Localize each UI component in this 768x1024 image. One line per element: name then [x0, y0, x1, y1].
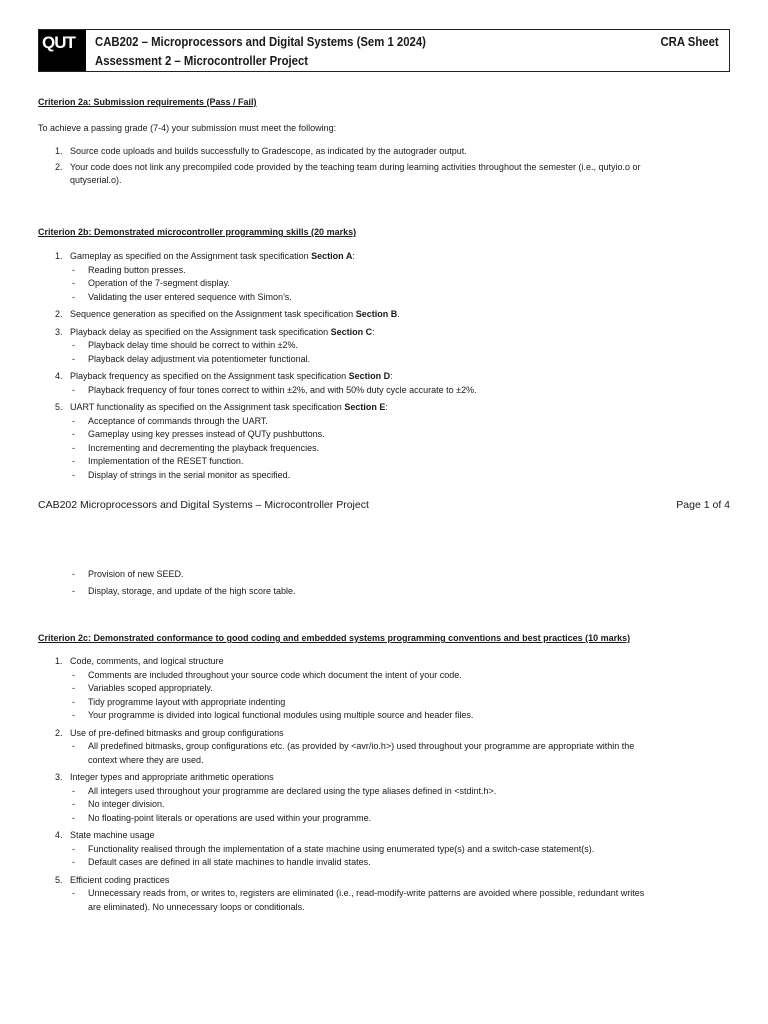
criterion-2a-heading: Criterion 2a: Submission requirements (Pass / Fail)	[38, 97, 257, 107]
sub-item: - Operation of the 7-segment display.	[72, 278, 230, 288]
sub-item: - No floating-point literals or operations are used within your programme.	[72, 812, 372, 823]
qut-logo: QUT	[39, 30, 86, 71]
sub-item: - Variables scoped appropriately.	[72, 683, 213, 693]
criterion-2c-heading: Criterion 2c: Demonstrated conformance to good coding and embedded systems programming conventions and best practices (10 marks)	[38, 633, 631, 643]
sub-item: - All predefined bitmasks, group configurations etc. (as provided by <avr/io.h>) used throughout your programme are appropriate within the context where they are used.	[72, 741, 635, 765]
criterion-2c-list	[55, 655, 725, 914]
list-item: 4. Playback frequency as specified on the Assignment task specification Section D: - Playback frequency of four tones correct to within ±2%, and with 50% duty cycle accurate to ±2%.	[55, 370, 725, 397]
list-item: 1. Code, comments, and logical structure - Comments are included throughout your source code which document the intent of your code. - Variables scoped appropriately. - Tidy programme layout with appropriate indenting - Your programme is divided into logical functional modules using multiple source and header files.	[55, 655, 725, 723]
assessment-title: Assessment 2 – Microcontroller Project	[95, 53, 309, 68]
list-item: 1. Gameplay as specified on the Assignment task specification Section A: - Reading button presses. - Operation of the 7-segment display. - Validating the user entered sequence with Simon’s.	[55, 250, 725, 304]
sub-item: - Your programme is divided into logical functional modules using multiple source and header files.	[72, 710, 474, 720]
criterion-2a-intro: To achieve a passing grade (7-4) your submission must meet the following:	[38, 123, 337, 133]
sub-item: - Validating the user entered sequence with Simon’s.	[72, 291, 292, 302]
sub-item: - All integers used throughout your programme are declared using the type aliases defined in <stdint.h>.	[72, 785, 497, 796]
sub-item: - Incrementing and decrementing the playback frequencies.	[72, 442, 320, 453]
list-item: 3. Playback delay as specified on the Assignment task specification Section C: - Playback delay time should be correct to within ±2%. - Playback delay adjustment via potentiometer functional.	[55, 326, 725, 367]
sub-item: - Display of strings in the serial monitor as specified.	[72, 469, 291, 480]
sub-item: - Playback frequency of four tones correct to within ±2%, and with 50% duty cycle accurate to ±2%.	[72, 384, 477, 395]
list-item	[55, 568, 725, 598]
list-item: 3. Integer types and appropriate arithmetic operations - All integers used throughout your programme are declared using the type aliases defined in <stdint.h>. - No integer division. - No floating-point literals or operations are used within your programme.	[55, 771, 725, 825]
criterion-2b-list	[55, 250, 725, 482]
sub-item: - Acceptance of commands through the UART.	[72, 415, 268, 426]
sub-item: - Playback delay adjustment via potentiometer functional.	[72, 353, 311, 364]
list-item: 2. Your code does not link any precompiled code provided by the teaching team during learning activities throughout the semester (i.e., qutyio.o or qutyserial.o).	[55, 161, 641, 185]
list-item: 5. UART functionality as specified on the Assignment task specification Section E: - Acceptance of commands through the UART. - Gameplay using key presses instead of QUTy pushbuttons. - Incrementing and decrementing the playback frequencies. - Implementation of the RESET function. - Display of strings in the serial monitor as specified.	[55, 401, 725, 482]
list-item: 1. Source code uploads and builds successfully to Gradescope, as indicated by the autograder output.	[55, 146, 467, 156]
list-item: 5. Efficient coding practices - Unnecessary reads from, or writes to, registers are eliminated (i.e., read-modify-write patterns are avoided where possible, redundant writes are eliminated). No unnecessary loops or conditionals.	[55, 874, 725, 915]
sub-item: - Reading button presses.	[72, 264, 186, 275]
list-item: 2. Sequence generation as specified on the Assignment task specification Section B.	[55, 309, 400, 319]
sub-item: - Implementation of the RESET function.	[72, 456, 244, 466]
sub-item: - Comments are included throughout your source code which document the intent of your code.	[72, 669, 462, 680]
criterion-2b-continued	[55, 568, 725, 598]
sub-item: - No integer division.	[72, 799, 165, 809]
sub-item: - Unnecessary reads from, or writes to, registers are eliminated (i.e., read-modify-write patterns are avoided where possible, redundant writes are eliminated). No unnecessary loops or conditionals.	[72, 888, 645, 912]
course-title: CAB202 – Microprocessors and Digital Systems (Sem 1 2024)	[95, 34, 426, 49]
sub-item: - Provision of new SEED.	[72, 569, 184, 579]
sub-item: - Playback delay time should be correct to within ±2%.	[72, 340, 299, 350]
sub-item: - Default cases are defined in all state machines to handle invalid states.	[72, 857, 371, 867]
sub-item: - Functionality realised through the implementation of a state machine using enumerated type(s) and a switch-case statement(s).	[72, 843, 595, 854]
criterion-2b-heading: Criterion 2b: Demonstrated microcontroller programming skills (20 marks)	[38, 227, 357, 237]
sub-item: - Tidy programme layout with appropriate indenting	[72, 696, 286, 707]
document-header	[38, 29, 730, 72]
page-footer-title: CAB202 Microprocessors and Digital Systems – Microcontroller Project	[38, 499, 369, 511]
sub-item: - Display, storage, and update of the high score table.	[72, 585, 296, 596]
list-item: 4. State machine usage - Functionality realised through the implementation of a state machine using enumerated type(s) and a switch-case statement(s). - Default cases are defined in all state machines to handle invalid states.	[55, 829, 725, 870]
sub-item: - Gameplay using key presses instead of QUTy pushbuttons.	[72, 429, 325, 439]
criterion-2a-list	[55, 145, 725, 188]
sheet-label: CRA Sheet	[660, 34, 719, 49]
list-item: 2. Use of pre-defined bitmasks and group configurations - All predefined bitmasks, group configurations etc. (as provided by <avr/io.h>) used throughout your programme are appropriate within the context where they are used.	[55, 727, 725, 768]
page-number: Page 1 of 4	[676, 499, 730, 511]
